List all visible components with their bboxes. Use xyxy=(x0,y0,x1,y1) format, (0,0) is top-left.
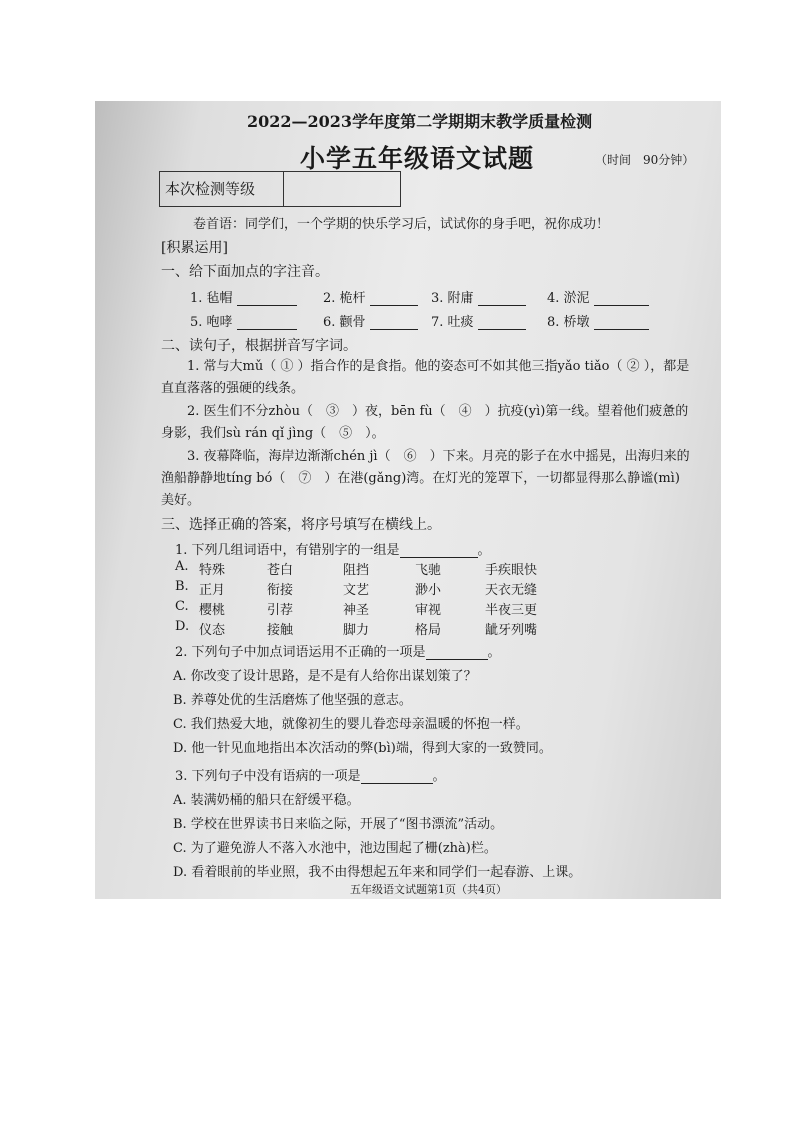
s3-q1: 1. 下列几组词语中，有错别字的一组是 xyxy=(175,543,400,558)
option-word: 樱桃 xyxy=(199,603,226,618)
q2-option-c[interactable]: C. 我们热爱大地，就像初生的婴儿眷恋母亲温暖的怀抱一样。 xyxy=(173,717,529,732)
option-word: 阻挡 xyxy=(343,563,370,578)
s1-blank-4[interactable] xyxy=(594,305,649,306)
q3-option-a[interactable]: A. 装满奶桶的船只在舒缓平稳。 xyxy=(173,793,360,808)
s2-para-3: 3. 夜幕降临，海岸边渐渐chén jì（ ⑥ ）下来。月亮的影子在水中摇晃，出海归来的渔船静静地tíng bó（ ⑦ ）在港(gǎng)湾。在灯光的笼罩下，一切都显得那么静谧(mì)美好。 xyxy=(161,449,690,508)
s3-q3: 3. 下列句子中没有语病的一项是 xyxy=(175,769,361,784)
s1-item-8: 8. 桥墩 xyxy=(547,315,590,330)
exam-title-line1: 2022—2023学年度第二学期期末教学质量检测 xyxy=(247,112,593,131)
exam-title: 小学五年级语文试题 xyxy=(300,144,535,173)
option-word: 审视 xyxy=(415,603,442,618)
q3-option-c[interactable]: C. 为了避免游人不落入水池中，池边围起了栅(zhà)栏。 xyxy=(173,841,497,856)
option-word: 引荐 xyxy=(267,603,294,618)
s2-title: 二、读句子，根据拼音写字词。 xyxy=(161,338,357,354)
q2-option-b[interactable]: B. 养尊处优的生活磨炼了他坚强的意志。 xyxy=(173,693,412,708)
option-word: 正月 xyxy=(199,583,226,598)
grade-label: 本次检测等级 xyxy=(160,172,284,206)
s3-title: 三、选择正确的答案，将序号填写在横线上。 xyxy=(161,517,441,533)
grade-box xyxy=(159,171,401,207)
option-word: 脚力 xyxy=(343,623,370,638)
option-word: 飞驰 xyxy=(415,563,442,578)
s1-item-5: 5. 咆哮 xyxy=(190,315,233,330)
q1-option-a[interactable] xyxy=(175,559,655,579)
s3-q3-blank[interactable] xyxy=(361,783,433,784)
s3-q2-blank[interactable] xyxy=(426,659,488,660)
s1-title: 一、给下面加点的字注音。 xyxy=(161,264,329,280)
q2-option-d[interactable]: D. 他一针见血地指出本次活动的弊(bì)端，得到大家的一致赞同。 xyxy=(173,741,552,756)
s1-item-4: 4. 淤泥 xyxy=(547,291,590,306)
option-letter: D. xyxy=(175,619,190,634)
s3-q2: 2. 下列句子中加点词语运用不正确的一项是 xyxy=(175,645,426,660)
option-word: 衔接 xyxy=(267,583,294,598)
grade-field[interactable] xyxy=(284,172,400,206)
intro-text: 卷首语：同学们，一个学期的快乐学习后，试试你的身手吧，祝你成功！ xyxy=(193,217,610,232)
section-tag: [积累运用] xyxy=(161,240,228,256)
option-word: 苍白 xyxy=(267,563,294,578)
s1-blank-8[interactable] xyxy=(594,329,649,330)
s1-blank-3[interactable] xyxy=(478,305,526,306)
option-word: 特殊 xyxy=(199,563,226,578)
s1-blank-1[interactable] xyxy=(237,305,297,306)
option-word: 半夜三更 xyxy=(485,603,538,618)
q3-option-b[interactable]: B. 学校在世界读书日来临之际，开展了“图书漂流”活动。 xyxy=(173,817,504,832)
option-word: 渺小 xyxy=(415,583,442,598)
option-letter: A. xyxy=(175,559,189,574)
s1-blank-5[interactable] xyxy=(237,329,297,330)
s1-item-2: 2. 桅杆 xyxy=(323,291,366,306)
exam-time: （时间 90分钟） xyxy=(595,153,695,167)
option-word: 手疾眼快 xyxy=(485,563,538,578)
s1-item-1: 1. 毡帽 xyxy=(190,291,233,306)
option-word: 仪态 xyxy=(199,623,226,638)
q1-option-c[interactable] xyxy=(175,599,655,619)
option-word: 天衣无缝 xyxy=(485,583,538,598)
page-footer: 五年级语文试题第1页（共4页） xyxy=(350,883,507,896)
s3-q1-blank[interactable] xyxy=(400,557,478,558)
option-letter: C. xyxy=(175,599,189,614)
option-word: 接触 xyxy=(267,623,294,638)
q3-option-d[interactable]: D. 看着眼前的毕业照，我不由得想起五年来和同学们一起春游、上课。 xyxy=(173,865,582,880)
option-word: 格局 xyxy=(415,623,442,638)
s1-blank-2[interactable] xyxy=(370,305,418,306)
s1-blank-6[interactable] xyxy=(370,329,418,330)
s1-item-6: 6. 颧骨 xyxy=(323,315,366,330)
s2-para-1: 1. 常与大mǔ（ ① ）指合作的是食指。他的姿态可不如其他三指yǎo tiǎo（ ② ），都是直直落落的强硬的线条。 xyxy=(161,359,690,396)
s2-para-2: 2. 医生们不分zhòu（ ③ ）夜，bēn fù（ ④ ）抗疫(yì)第一线。望着他们疲惫的身影，我们sù rán qǐ jìng（ ⑤ ）。 xyxy=(161,404,689,441)
q1-option-d[interactable] xyxy=(175,619,655,639)
exam-page-photo: 2022—2023学年度第二学期期末教学质量检测 小学五年级语文试题 （时间 90分钟） 本次检测等级 卷首语：同学们，一个学期的快乐学习后，试试你的身手吧，祝你成功！ [积累运用] 一、给下面加点的字注音。 1. 毡帽 2. 桅杆 3. 附庸 4. 淤泥 5. 咆哮 6. 颧骨 7. 吐痰 8. 桥墩 二、读句子，根据拼音写字词。 1. 常与大mǔ（ ① ）指合作的是食指。他的姿态可不如其他三指yǎo tiǎo（ ② ），都是直直落落的强硬的线条。 2. 医生们不分zhòu（ ③ ）夜，bēn fù（ ④ ）抗疫(yì)第一线。望着他们疲惫的身影，我们sù rán qǐ jìng（ ⑤ ）。 3. 夜幕降临，海岸边渐渐chén jì（ ⑥ ）下来。月亮的影子在水中摇晃，出海归来的渔船静静地tíng bó（ ⑦ ）在港(gǎng)湾。在灯光的笼罩下，一切都显得那么静谧(mì)美好。 三、选择正确的答案，将序号填写在横线上。 1. 下列几组词语中，有错别字的一组是 。 A. 特殊 苍白 阻挡 飞驰 手疾眼快 B. 正月 衔接 文艺 渺小 天衣无缝 C. 樱桃 引荐 神圣 审视 半夜三更 D. 仪态 接触 脚力 格局 龇牙列嘴 2. 下列句子中加点词语运用不正确的一项是 。 A. 你改变了设计思路，是不是有人给你出谋划策了？ B. 养尊处优的生活磨炼了他坚强的意志。 C. 我们热爱大地，就像初生的婴儿眷恋母亲温暖的怀抱一样。 D. 他一针见血地指出本次活动的弊(bì)端，得到大家的一致赞同。 3. 下列句子中没有语病的一项是 。 A. 装满奶桶的船只在舒缓平稳。 B. 学校在世界读书日来临之际，开展了“图书漂流”活动。 C. 为了避免游人不落入水池中，池边围起了栅(zhà)栏。 D. 看着眼前的毕业照，我不由得想起五年来和同学们一起春游、上课。 五年级语文试题第1页（共4页） xyxy=(95,101,721,899)
option-word: 龇牙列嘴 xyxy=(485,623,538,638)
s1-item-3: 3. 附庸 xyxy=(431,291,474,306)
s1-item-7: 7. 吐痰 xyxy=(431,315,474,330)
q2-option-a[interactable]: A. 你改变了设计思路，是不是有人给你出谋划策了？ xyxy=(173,669,477,684)
option-word: 神圣 xyxy=(343,603,370,618)
q1-option-b[interactable] xyxy=(175,579,655,599)
option-letter: B. xyxy=(175,579,189,594)
option-word: 文艺 xyxy=(343,583,370,598)
s1-blank-7[interactable] xyxy=(478,329,526,330)
